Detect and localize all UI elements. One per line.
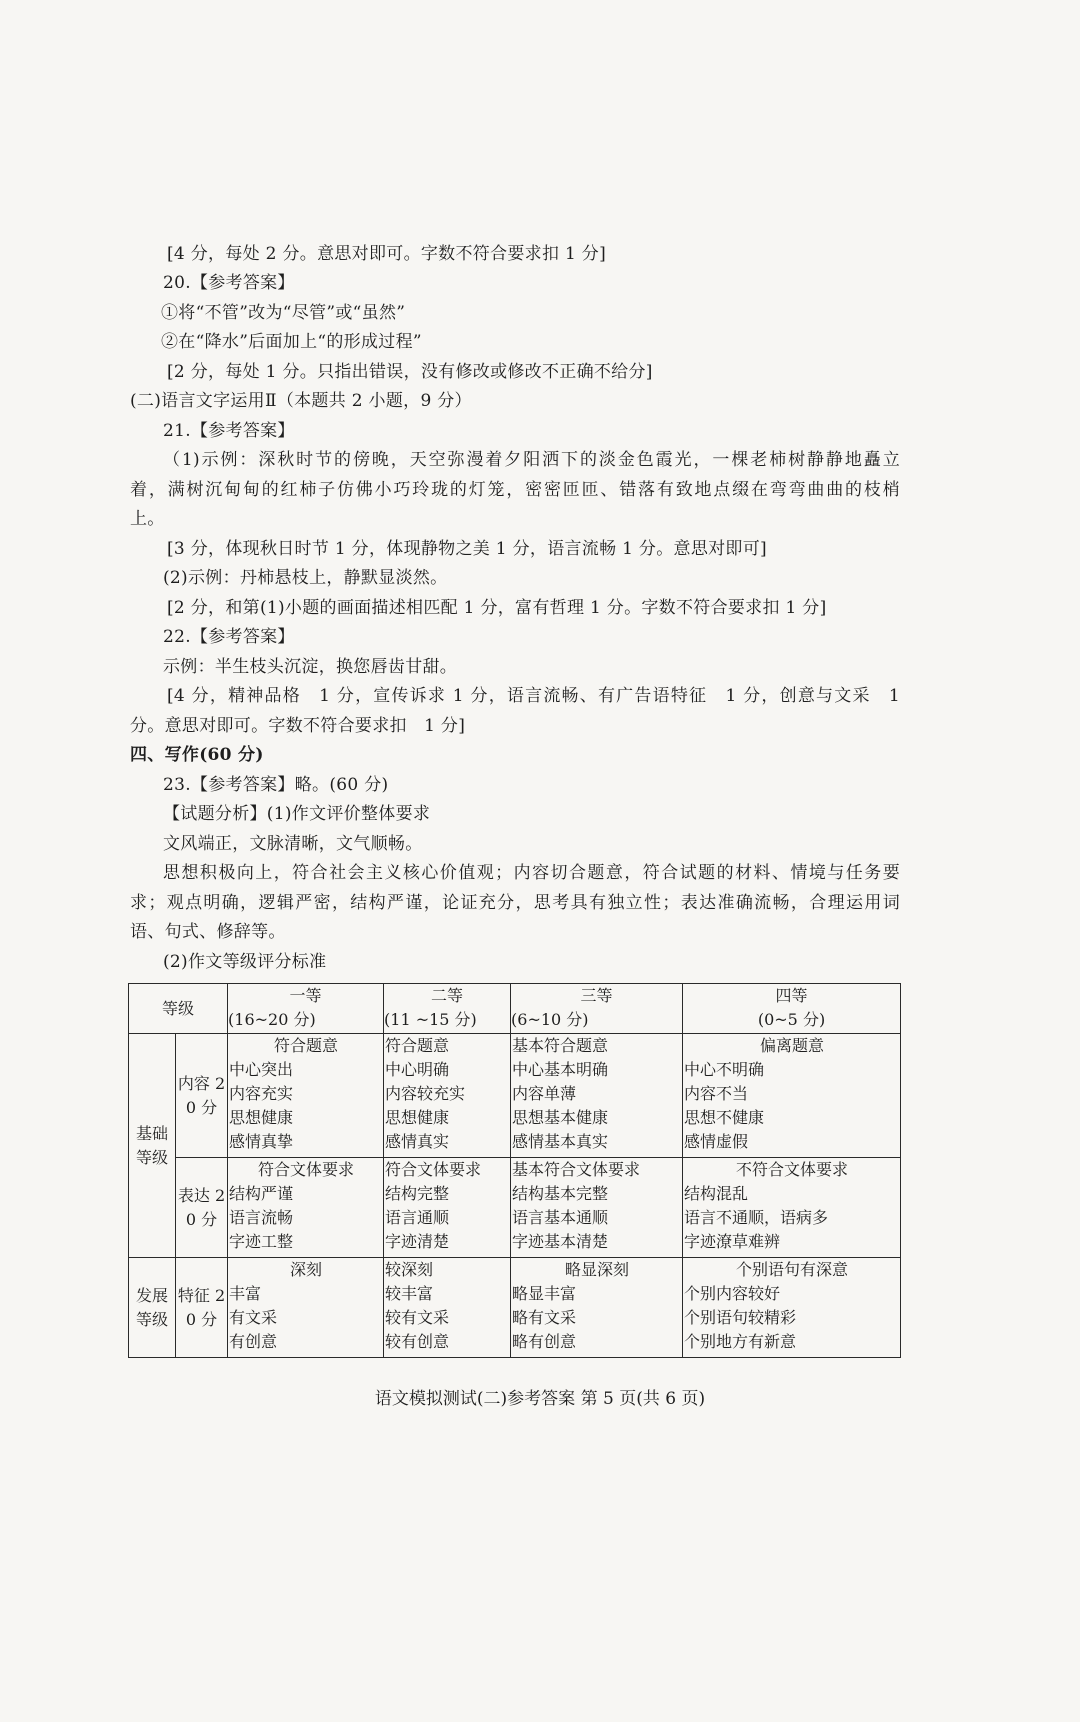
grade-4-header [683, 984, 901, 1034]
cell-text: 中心基本明确 [512, 1060, 609, 1079]
cell-text: 中心突出 [229, 1060, 294, 1079]
page-footer: 语文模拟测试(二)参考答案 第 5 页(共 6 页) [374, 1389, 706, 1409]
cell-text: 符合题意 [274, 1036, 339, 1055]
grade-3-header [511, 984, 683, 1034]
q22-scoring-note-line-1: [4 分，精神品格 1 分，宣传诉求 1 分，语言流畅、有广告语特征 1 分，创意与文采 1 [167, 686, 900, 706]
q20-scoring-note: [2 分，每处 1 分。只指出错误，没有修改或修改不正确不给分] [167, 362, 653, 382]
cell-text: 结构严谨 [229, 1184, 294, 1203]
cell-text: 个别内容较好 [684, 1284, 781, 1303]
essay-grading-table [128, 983, 901, 1358]
cell-text: 符合文体要求 [385, 1160, 482, 1179]
cell-text: 结构基本完整 [512, 1184, 609, 1203]
basic-level-label: 基础 等级 [129, 1034, 176, 1258]
grade-3-range: (6~10 分) [511, 1010, 589, 1029]
grade-3-name: 三等 [580, 986, 613, 1005]
q20-heading: 20.【参考答案】 [163, 273, 295, 293]
cell-text: 感情真实 [385, 1132, 450, 1151]
grade-1-name: 一等 [289, 986, 322, 1005]
grade-4-name: 四等 [775, 986, 808, 1005]
grade-2-name: 二等 [431, 986, 464, 1005]
q22-scoring-note-line-2: 分。意思对即可。字数不符合要求扣 1 分] [130, 716, 466, 736]
q23-analysis-line-3: 求；观点明确，逻辑严密，结构严谨，论证充分，思考具有独立性；表达准确流畅，合理运用词 [130, 893, 900, 913]
development-level-label: 发展 等级 [129, 1258, 176, 1358]
cell-text: 结构混乱 [684, 1184, 749, 1203]
feature-label: 特征 2 0 分 [176, 1258, 228, 1358]
cell-text: 偏离题意 [760, 1036, 825, 1055]
cell-text: 思想基本健康 [512, 1108, 609, 1127]
grade-corner-label: 等级 [162, 998, 195, 1018]
q23-analysis-line-1: 文风端正，文脉清晰，文气顺畅。 [163, 834, 423, 854]
q21-1-answer-line-1: （1)示例：深秋时节的傍晚，天空弥漫着夕阳洒下的淡金色霞光，一棵老柿树静静地矗立 [163, 450, 900, 470]
cell-text: 个别语句有深意 [736, 1260, 849, 1279]
q20-answer-2: ②在“降水”后面加上“的形成过程” [161, 332, 422, 352]
cell-text: 感情基本真实 [512, 1132, 609, 1151]
cell-text: 基本符合题意 [512, 1036, 609, 1055]
expression-grade-1 [228, 1158, 384, 1258]
feature-grade-1 [228, 1258, 384, 1358]
content-label: 内容 2 0 分 [176, 1034, 228, 1158]
q22-heading: 22.【参考答案】 [163, 627, 295, 647]
content-grade-2 [384, 1034, 511, 1158]
cell-text: 内容充实 [229, 1084, 294, 1103]
cell-text: 深刻 [290, 1260, 323, 1279]
cell-text: 丰富 [229, 1284, 262, 1303]
feature-grade-3 [511, 1258, 683, 1358]
content-grade-1 [228, 1034, 384, 1158]
q20-answer-1: ①将“不管”改为“尽管”或“虽然” [161, 303, 406, 323]
q21-1-answer-line-3: 上。 [130, 509, 165, 529]
expression-grade-2 [384, 1158, 511, 1258]
cell-text: 略有创意 [512, 1332, 577, 1351]
expression-grade-4 [683, 1158, 901, 1258]
q19-scoring-note: [4 分，每处 2 分。意思对即可。字数不符合要求扣 1 分] [167, 244, 607, 264]
q21-1-answer-line-2: 着，满树沉甸甸的红柿子仿佛小巧玲珑的灯笼，密密匝匝、错落有致地点缀在弯弯曲曲的枝梢 [130, 480, 900, 500]
cell-text: 字迹工整 [229, 1232, 294, 1251]
cell-text: 中心明确 [385, 1060, 450, 1079]
expression-label: 表达 2 0 分 [176, 1158, 228, 1258]
cell-text: 语言不通顺，语病多 [684, 1208, 829, 1227]
q23-heading: 23.【参考答案】略。(60 分) [163, 775, 389, 795]
cell-text: 较有创意 [385, 1332, 450, 1351]
section-writing: 四、写作(60 分) [130, 745, 264, 765]
cell-text: 语言通顺 [385, 1208, 450, 1227]
content-row [129, 1034, 901, 1158]
cell-text: 有创意 [229, 1332, 278, 1351]
cell-text: 有文采 [229, 1308, 278, 1327]
grade-1-header [228, 984, 384, 1034]
cell-text: 个别语句较精彩 [684, 1308, 797, 1327]
cell-text: 字迹基本清楚 [512, 1232, 609, 1251]
q23-analysis-title: 【试题分析】(1)作文评价整体要求 [163, 804, 431, 824]
cell-text: 思想不健康 [684, 1108, 765, 1127]
content-grade-3 [511, 1034, 683, 1158]
cell-text: 不符合文体要求 [736, 1160, 849, 1179]
grade-corner-cell [129, 984, 228, 1034]
cell-text: 内容不当 [684, 1084, 749, 1103]
cell-text: 略显深刻 [565, 1260, 630, 1279]
cell-text: 思想健康 [385, 1108, 450, 1127]
expression-row [129, 1158, 901, 1258]
feature-grade-2 [384, 1258, 511, 1358]
grade-2-range: (11 ~15 分) [384, 1010, 477, 1029]
table-header-row [129, 984, 901, 1034]
cell-text: 字迹清楚 [385, 1232, 450, 1251]
cell-text: 中心不明确 [684, 1060, 765, 1079]
feature-row [129, 1258, 901, 1358]
q21-1-scoring-note: [3 分，体现秋日时节 1 分，体现静物之美 1 分，语言流畅 1 分。意思对即可] [167, 539, 767, 559]
feature-grade-4 [683, 1258, 901, 1358]
grade-2-header [384, 984, 511, 1034]
cell-text: 符合题意 [385, 1036, 450, 1055]
cell-text: 内容单薄 [512, 1084, 577, 1103]
cell-text: 字迹潦草难辨 [684, 1232, 781, 1251]
q23-analysis-line-4: 语、句式、修辞等。 [130, 922, 286, 942]
cell-text: 略显丰富 [512, 1284, 577, 1303]
cell-text: 感情真挚 [229, 1132, 294, 1151]
cell-text: 较深刻 [385, 1260, 434, 1279]
q21-2-scoring-note: [2 分，和第(1)小题的画面描述相匹配 1 分，富有哲理 1 分。字数不符合要求扣 1 分] [167, 598, 827, 618]
cell-text: 略有文采 [512, 1308, 577, 1327]
grade-4-range: (0~5 分) [757, 1010, 826, 1029]
grading-standard-title: (2)作文等级评分标准 [163, 952, 327, 972]
cell-text: 个别地方有新意 [684, 1332, 797, 1351]
cell-text: 较有文采 [385, 1308, 450, 1327]
cell-text: 感情虚假 [684, 1132, 749, 1151]
q22-answer: 示例：半生枝头沉淀，换您唇齿甘甜。 [163, 657, 458, 677]
cell-text: 内容较充实 [385, 1084, 466, 1103]
expression-grade-3 [511, 1158, 683, 1258]
cell-text: 较丰富 [385, 1284, 434, 1303]
cell-text: 结构完整 [385, 1184, 450, 1203]
grade-1-range: (16~20 分) [228, 1010, 316, 1029]
cell-text: 基本符合文体要求 [512, 1160, 641, 1179]
q23-analysis-line-2: 思想积极向上，符合社会主义核心价值观；内容切合题意，符合试题的材料、情境与任务要 [163, 863, 900, 883]
section-language-use-2: (二)语言文字运用Ⅱ（本题共 2 小题，9 分） [130, 391, 472, 411]
cell-text: 思想健康 [229, 1108, 294, 1127]
q21-heading: 21.【参考答案】 [163, 421, 295, 441]
cell-text: 语言基本通顺 [512, 1208, 609, 1227]
content-grade-4 [683, 1034, 901, 1158]
q21-2-answer: (2)示例：丹柿悬枝上，静默显淡然。 [163, 568, 448, 588]
cell-text: 符合文体要求 [258, 1160, 355, 1179]
cell-text: 语言流畅 [229, 1208, 294, 1227]
